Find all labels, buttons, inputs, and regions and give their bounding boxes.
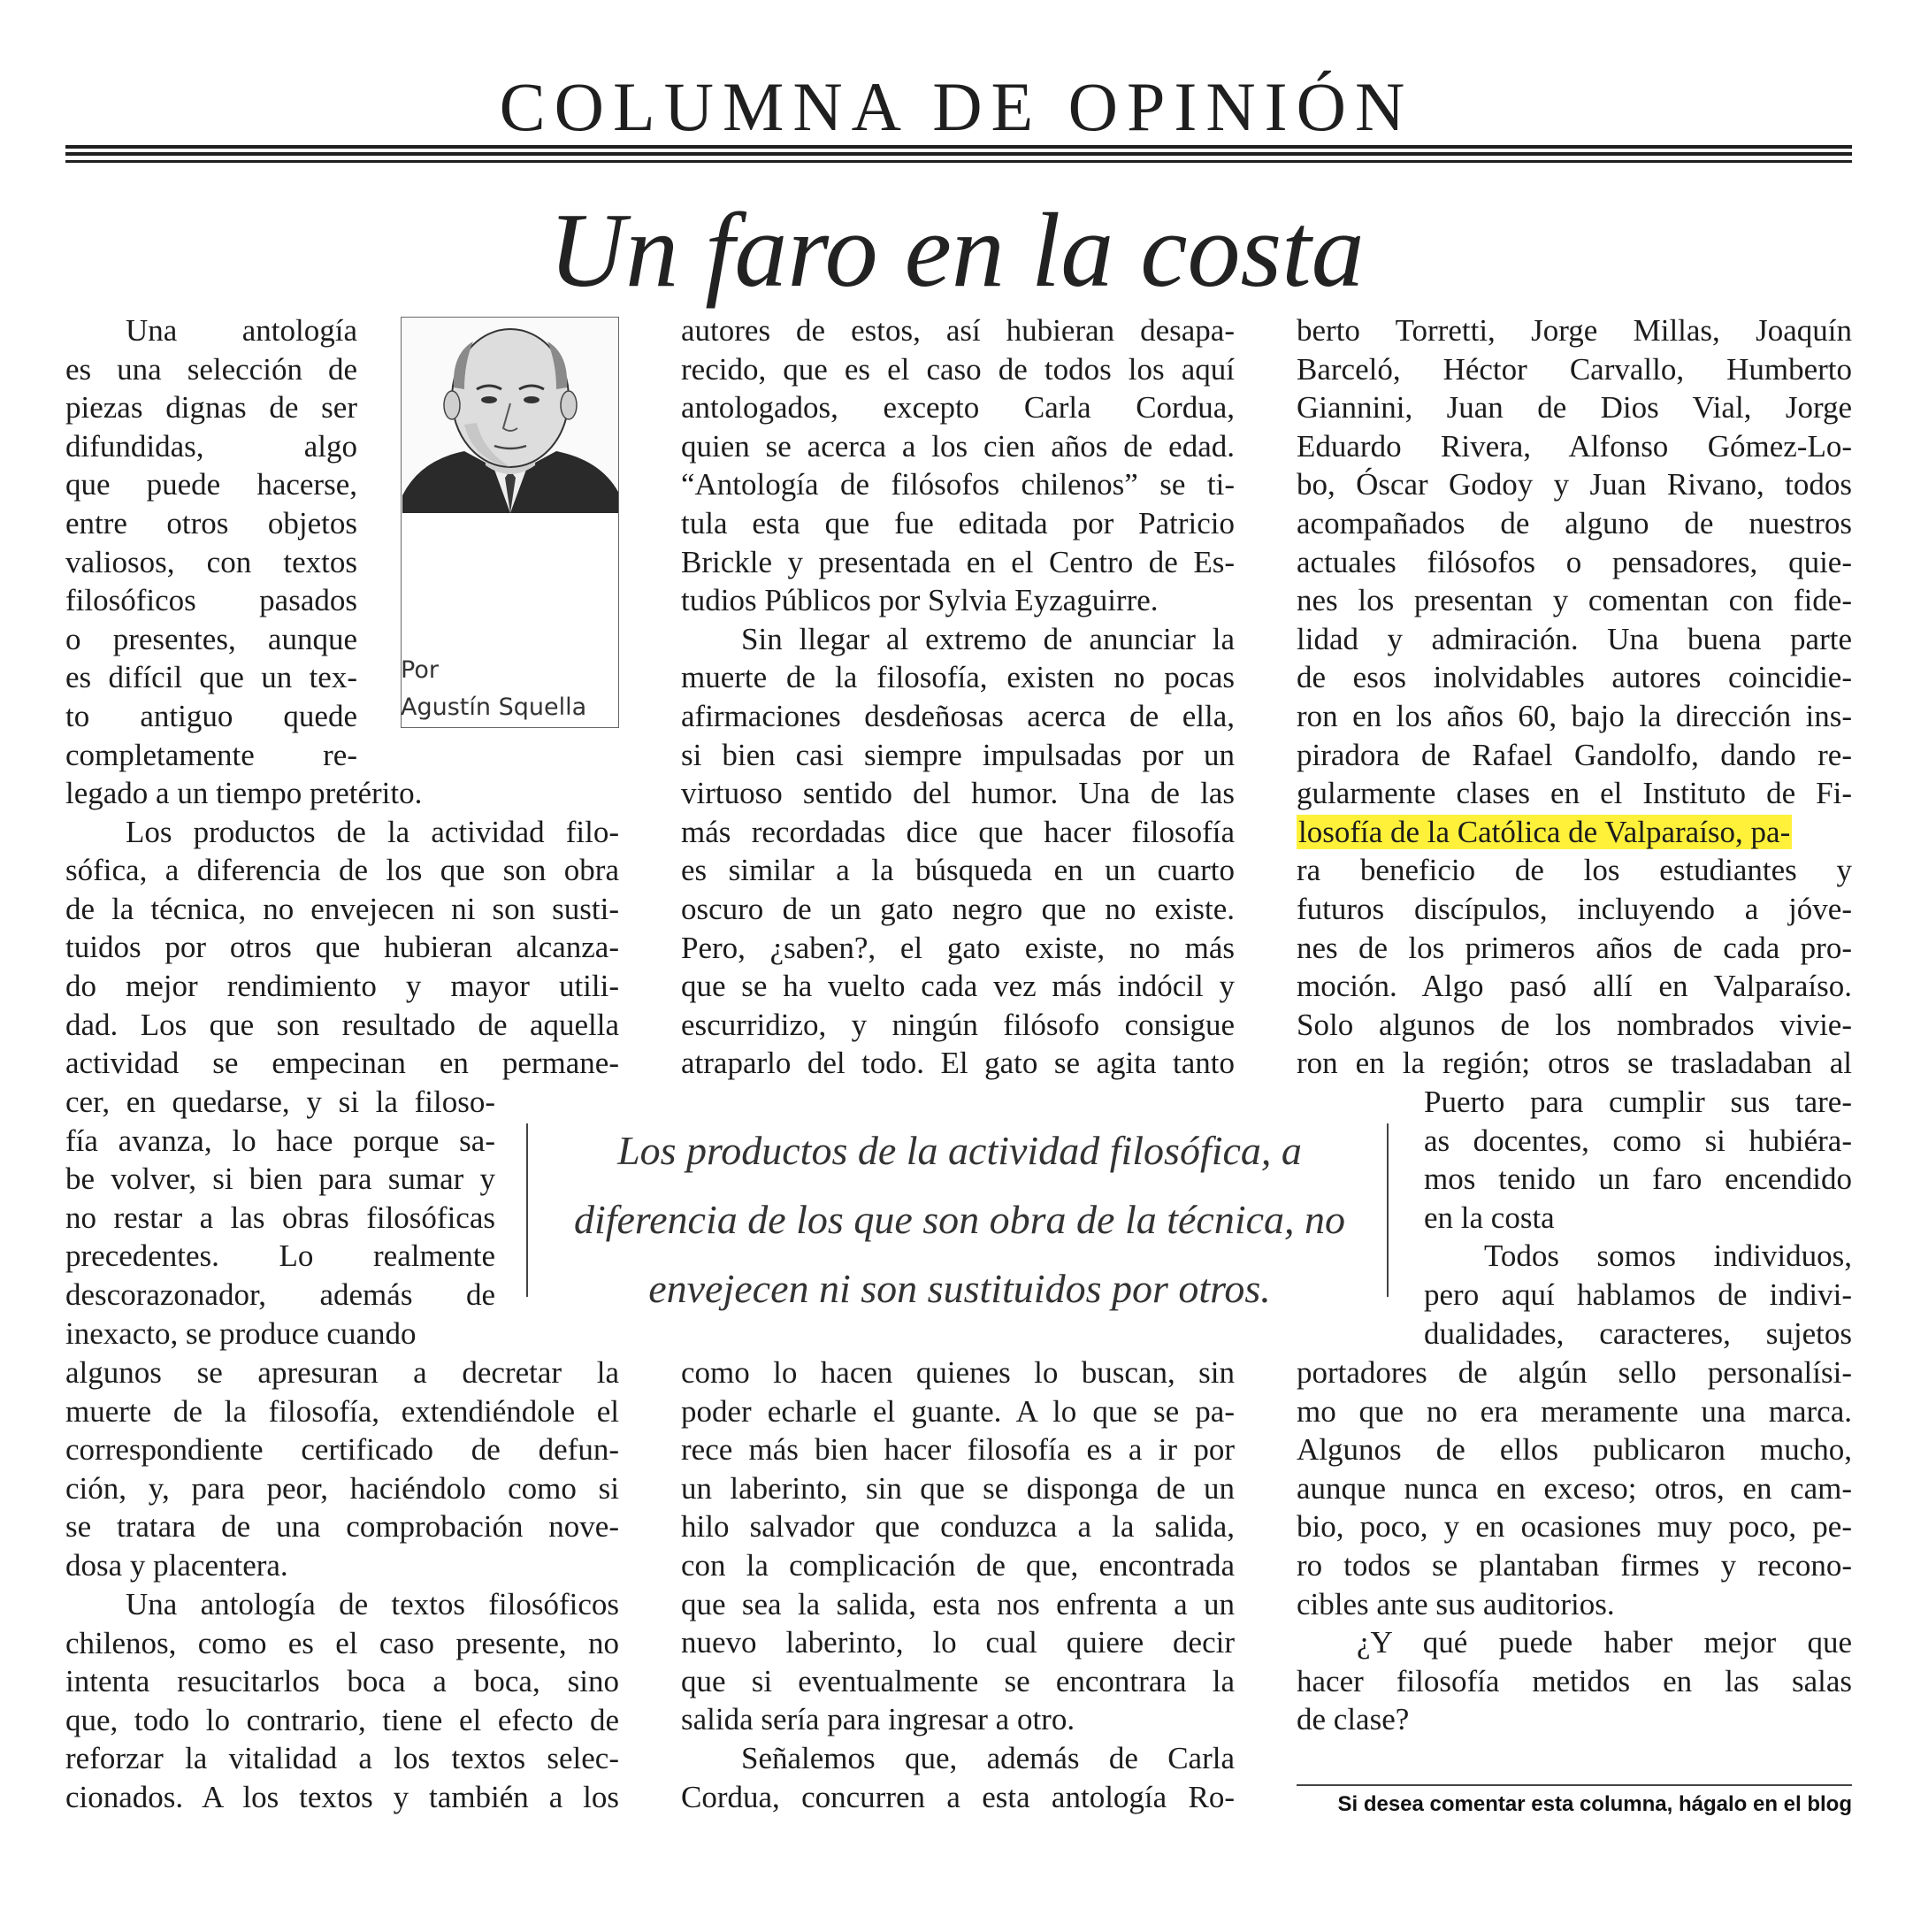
text-line: que, todo lo contrario, tiene el efecto de (65, 1702, 619, 1737)
text-line: “Antología de filósofos chilenos” se ti- (681, 467, 1235, 502)
text-line: valiosos, con textos (65, 544, 357, 579)
text-line: descorazonador, además de (65, 1276, 495, 1312)
text-line: chilenos, como es el caso presente, no (65, 1625, 619, 1660)
text-line: nuevo laberinto, lo cual quiere decir (681, 1625, 1235, 1660)
text-line: ción, y, para peor, haciéndolo como si (65, 1470, 619, 1506)
blog-comment-note: Si desea comentar esta columna, hágalo en el blog (1337, 1792, 1852, 1816)
text-line: autores de estos, así hubieran desapa- (681, 313, 1235, 348)
text-line: Solo algunos de los nombrados vivie- (1297, 1007, 1852, 1042)
text-line: mos tenido un faro encendido (1424, 1162, 1852, 1197)
column-3-bottom (1297, 1353, 1852, 1739)
text-line: to antiguo quede (65, 698, 357, 733)
text-line: ron en la región; otros se trasladaban al (1297, 1046, 1852, 1081)
text-line: escurridizo, y ningún filósofo consigue (681, 1007, 1235, 1042)
column-2-bottom (681, 1353, 1235, 1816)
header-rule (65, 160, 1852, 163)
text-line: tula esta que fue editada por Patricio (681, 505, 1235, 540)
text-line: o presentes, aunque (65, 621, 357, 656)
text-line: inexacto, se produce cuando (65, 1315, 417, 1351)
column-3-top (1297, 311, 1852, 1083)
text-line: bio, poco, y en ocasiones muy poco, pe- (1297, 1509, 1852, 1545)
text-line: afirmaciones desdeñosas acerca de ella, (681, 698, 1235, 733)
column-1-body-a (65, 774, 619, 1083)
text-line: sófica, a diferencia de los que son obra (65, 853, 619, 888)
text-line: con la complicación de que, encontrada (681, 1547, 1235, 1583)
footer-rule (1297, 1784, 1852, 1786)
text-line: entre otros objetos (65, 505, 357, 540)
text-line: que sea la salida, esta nos enfrenta a un (681, 1586, 1235, 1622)
text-line: de la técnica, no envejecen ni son susti- (65, 891, 619, 926)
header-rule (65, 145, 1852, 149)
text-line: precedentes. Lo realmente (65, 1238, 495, 1274)
text-line: ¿Y qué puede haber mejor que (1357, 1625, 1852, 1660)
section-title: COLUMNA DE OPINIÓN (499, 68, 1414, 145)
text-line: tuidos por otros que hubieran alcanza- (65, 930, 619, 965)
text-line: un laberinto, sin que se disponga de un (681, 1470, 1235, 1506)
text-line: cer, en quedarse, y si la filoso- (65, 1085, 495, 1119)
text-line: actuales filósofos o pensadores, quie- (1297, 544, 1852, 579)
text-line: legado a un tiempo pretérito. (65, 776, 423, 810)
text-highlight: losofía de la Católica de Valparaíso, pa- (1298, 814, 1791, 849)
text-line: oscuro de un gato negro que no existe. (681, 891, 1235, 926)
text-line: nes los presentan y comentan con fide- (1297, 583, 1852, 618)
text-line: Pero, ¿saben?, el gato existe, no más (681, 930, 1235, 965)
text-line: ron en los años 60, bajo la dirección ins- (1297, 698, 1852, 733)
pullquote-left-bar (526, 1123, 528, 1297)
text-line: as docentes, como si hubiéra- (1424, 1123, 1852, 1158)
text-line: es difícil que un tex- (65, 660, 357, 695)
text-line: cibles ante sus auditorios. (1297, 1586, 1615, 1622)
text-line: be volver, si bien para sumar y (65, 1162, 495, 1197)
text-line: Sin llegar al extremo de anunciar la (741, 621, 1235, 656)
text-line: dad. Los que son resultado de aquella (65, 1007, 619, 1042)
text-line: correspondiente certificado de defun- (65, 1432, 619, 1468)
text-line: Cordua, concurren a esta antología Ro- (681, 1779, 1235, 1814)
text-line: más recordadas dice que hacer filosofía (681, 814, 1235, 849)
byline-author: Agustín Squella (401, 694, 587, 721)
text-line: no restar a las obras filosóficas (65, 1200, 495, 1235)
text-line: que puede hacerse, (65, 467, 357, 502)
text-line: salida sería para ingresar a otro. (681, 1702, 1075, 1737)
text-line: rece más bien hacer filosofía es a ir por (681, 1432, 1235, 1468)
text-line: Algunos de ellos publicaron mucho, (1297, 1432, 1852, 1468)
text-line: tudios Públicos por Sylvia Eyzaguirre. (681, 583, 1159, 618)
text-line: Todos somos individuos, (1484, 1238, 1852, 1274)
text-line: antologados, excepto Carla Cordua, (681, 390, 1235, 426)
text-line: Giannini, Juan de Dios Vial, Jorge (1297, 390, 1852, 426)
portrait-illustration (402, 318, 618, 513)
text-line: es similar a la búsqueda en un cuarto (681, 853, 1235, 888)
column-1-narrow (65, 1083, 495, 1353)
text-line: cionados. A los textos y también a los (65, 1779, 619, 1814)
text-line: piezas dignas de ser (65, 390, 357, 426)
text-line: atraparlo del todo. El gato se agita tanto (681, 1046, 1235, 1081)
text-line: ra beneficio de los estudiantes y (1297, 853, 1852, 888)
text-line: piradora de Rafael Gandolfo, dando re- (1297, 737, 1852, 772)
column-1-body-b (65, 1353, 619, 1585)
text-line: muerte de la filosofía, extendiéndole el (65, 1393, 619, 1429)
text-line: gularmente clases en el Instituto de Fi- (1297, 776, 1852, 811)
column-3-narrow (1424, 1083, 1852, 1353)
text-line: Una antología de textos filosóficos (126, 1587, 619, 1622)
text-line: que si eventualmente se encontrara la (681, 1663, 1235, 1698)
pullquote-right-bar (1387, 1123, 1389, 1297)
text-line: completamente re- (65, 737, 357, 772)
pullquote (557, 1116, 1362, 1323)
pullquote-line: Los productos de la actividad filosófica, a (617, 1128, 1302, 1173)
text-line: muerte de la filosofía, existen no pocas (681, 660, 1235, 695)
text-line: Brickle y presentada en el Centro de Es- (681, 544, 1235, 579)
text-line: Eduardo Rivera, Alfonso Gómez-Lo- (1297, 428, 1852, 464)
text-line: aunque nunca en exceso; otros, en cam- (1297, 1470, 1852, 1506)
text-line: Señalemos que, además de Carla (741, 1740, 1235, 1775)
text-line: Una antología (126, 313, 357, 348)
text-line: do mejor rendimiento y mayor utili- (65, 968, 619, 1003)
pullquote-line: diferencia de los que son obra de la técnica, no (573, 1197, 1346, 1242)
byline-prefix: Por (401, 656, 439, 684)
text-line: futuros discípulos, incluyendo a jóve- (1297, 891, 1852, 926)
text-line: acompañados de alguno de nuestros (1297, 505, 1852, 540)
pullquote-line: envejecen ni son sustituidos por otros. (648, 1266, 1271, 1311)
column-1-body-c (65, 1585, 619, 1817)
text-line: poder echarle el guante. A lo que se pa- (681, 1393, 1235, 1429)
text-line: virtuoso sentido del humor. Una de las (681, 776, 1235, 811)
text-line: nes de los primeros años de cada pro- (1297, 930, 1852, 965)
text-line: Los productos de la actividad filo- (126, 814, 619, 849)
text-line: difundidas, algo (65, 428, 357, 464)
text-line: dosa y placentera. (65, 1547, 288, 1583)
text-line: de esos inolvidables autores coincidie- (1297, 660, 1852, 695)
text-line: de clase? (1297, 1702, 1410, 1737)
text-line: lidad y admiración. Una buena parte (1297, 621, 1852, 656)
text-line: portadores de algún sello personalísi- (1297, 1355, 1852, 1390)
text-line: Puerto para cumplir sus tare- (1424, 1085, 1852, 1119)
text-line: recido, que es el caso de todos los aquí (681, 351, 1235, 387)
text-line: es una selección de (65, 351, 357, 387)
text-line: moción. Algo pasó allí en Valparaíso. (1297, 969, 1852, 1004)
text-line: dualidades, caracteres, sujetos (1424, 1315, 1852, 1351)
text-line: berto Torretti, Jorge Millas, Joaquín (1297, 313, 1852, 348)
text-line: si bien casi siempre impulsadas por un (681, 737, 1235, 772)
text-line: algunos se apresuran a decretar la (65, 1355, 619, 1390)
text-line: ro todos se plantaban firmes y recono- (1297, 1547, 1852, 1583)
column-1-intro (65, 311, 357, 774)
text-line: filosóficos pasados (65, 583, 357, 618)
text-line: mo que no era meramente una marca. (1297, 1393, 1852, 1429)
text-line: fía avanza, lo hace porque sa- (65, 1123, 495, 1158)
text-line: actividad se empecinan en permane- (65, 1046, 619, 1081)
header-rule (65, 152, 1852, 156)
text-line: reforzar la vitalidad a los textos selec- (65, 1741, 619, 1776)
text-line: bo, Óscar Godoy y Juan Rivano, todos (1297, 467, 1852, 502)
text-line: se tratara de una comprobación nove- (65, 1509, 619, 1545)
text-line: Barceló, Héctor Carvallo, Humberto (1297, 351, 1852, 387)
text-line: intenta resucitarlos boca a boca, sino (65, 1664, 619, 1699)
text-line: que se ha vuelto cada vez más indócil y (681, 969, 1235, 1004)
text-line: hacer filosofía metidos en las salas (1297, 1663, 1852, 1698)
headline: Un faro en la costa (548, 191, 1365, 309)
text-line: quien se acerca a los cien años de edad. (681, 428, 1235, 464)
text-line: hilo salvador que conduzca a la salida, (681, 1509, 1235, 1545)
text-line: como lo hacen quienes lo buscan, sin (681, 1355, 1235, 1390)
column-2-top (681, 311, 1235, 1083)
text-line: pero aquí hablamos de indivi- (1424, 1276, 1852, 1312)
text-line: en la costa (1424, 1200, 1555, 1235)
highlighted-line (1297, 813, 1852, 852)
